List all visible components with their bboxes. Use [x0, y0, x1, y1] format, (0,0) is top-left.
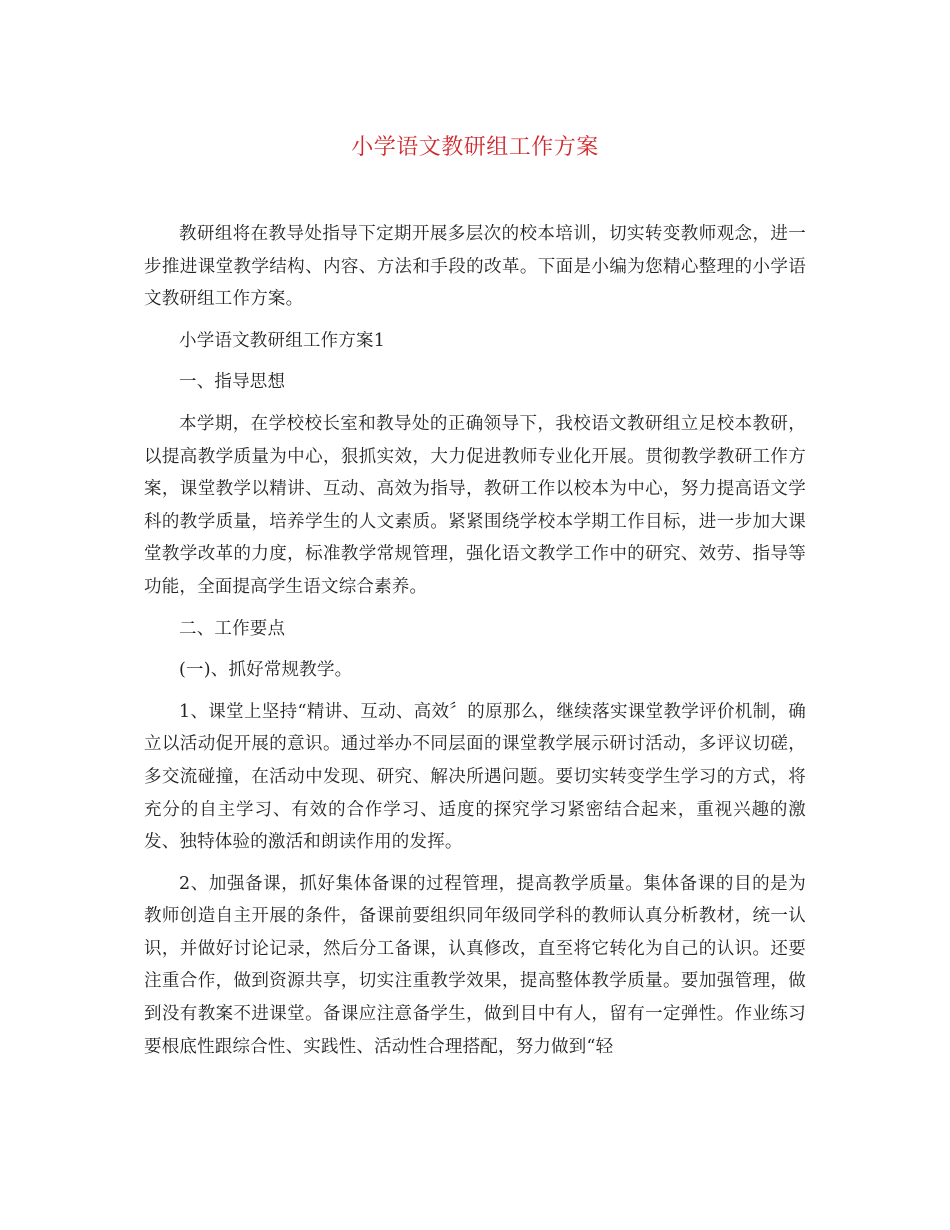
paragraph-plan-heading: 小学语文教研组工作方案1 [179, 330, 386, 351]
paragraph-section-one-heading: 一、指导思想 [179, 372, 286, 393]
paragraph-guiding-ideas: 本学期，在学校校长室和教导处的正确领导下，我校语文教研组立足校本教研，以提高教学质量为中心，狠抓实效，大力促进教师专业化开展。贯彻教学教研工作方案，课堂教学以精讲、互动、高效为指导，教研工作以校本为中心，努力提高语文学科的教学质量，培养学生的人文素质。紧紧围绕学校本学期工作目标，进一步加大课堂教学改革的力度，标准教学常规管理，强化语文教学工作中的研究、效劳、指导等功能，全面提高学生语文综合素养。 [144, 413, 806, 597]
paragraph-item-two: 2、加强备课，抓好集体备课的过程管理，提高教学质量。集体备课的目的是为教师创造自主开展的条件，备课前要组织同年级同学科的教师认真分析教材，统一认识，并做好讨论记录，然后分工备课，认真修改，直至将它转化为自己的认识。还要注重合作，做到资源共享，切实注重教学效果，提高整体教学质量。要加强管理，做到没有教案不进课堂。备课应注意备学生，做到目中有人，留有一定弹性。作业练习要根底性跟综合性、实践性、活动性合理搭配，努力做到“轻 [144, 873, 806, 1057]
paragraph-subsection-one-heading: (一)、抓好常规教学。 [179, 660, 353, 681]
document-title: 小学语文教研组工作方案 [351, 135, 599, 160]
paragraph-item-one: 1、课堂上坚持“精讲、互动、高效〞的原那么，继续落实课堂教学评价机制，确立以活动促开展的意识。通过举办不同层面的课堂教学展示研讨活动，多评议切磋，多交流碰撞，在活动中发现、研究、解决所遇问题。要切实转变学生学习的方式，将充分的自主学习、有效的合作学习、适度的探究学习紧密结合起来，重视兴趣的激发、独特体验的激活和朗读作用的发挥。 [144, 701, 806, 853]
paragraph-intro: 教研组将在教导处指导下定期开展多层次的校本培训，切实转变教师观念，进一步推进课堂教学结构、内容、方法和手段的改革。下面是小编为您精心整理的小学语文教研组工作方案。 [144, 224, 806, 310]
paragraph-section-two-heading: 二、工作要点 [179, 618, 286, 639]
document-body [144, 218, 806, 1072]
